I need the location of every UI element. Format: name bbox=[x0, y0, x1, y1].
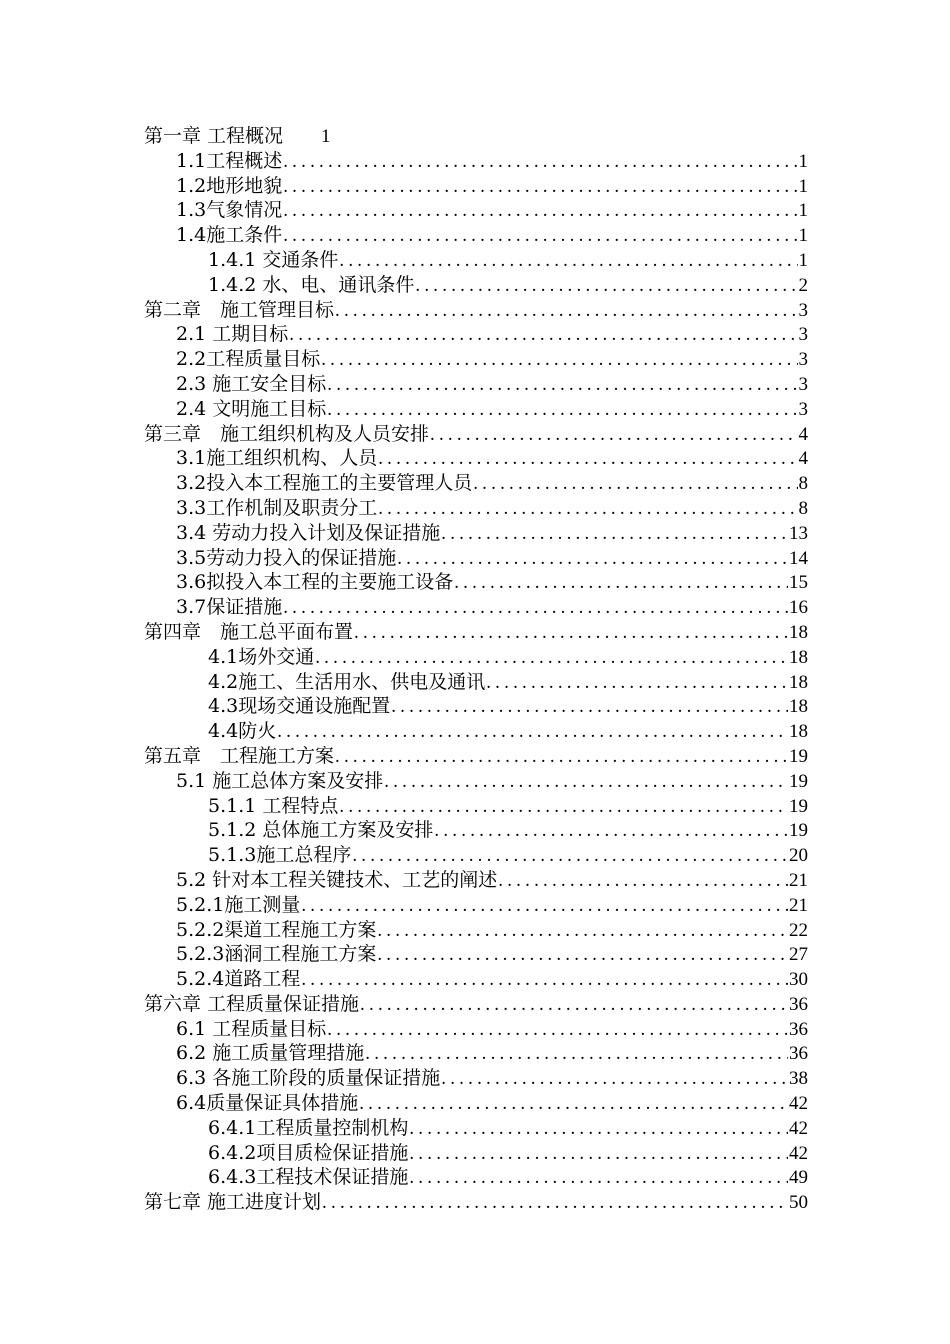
toc-entry-title: 5.2.2渠道工程施工方案 bbox=[176, 918, 377, 941]
dot-leader bbox=[378, 447, 797, 472]
dot-leader bbox=[397, 547, 788, 572]
toc-entry-page-number: 3 bbox=[798, 349, 808, 371]
toc-entry[interactable] bbox=[144, 347, 808, 372]
toc-entry-page-number: 18 bbox=[789, 696, 808, 718]
toc-entry-page-number: 8 bbox=[798, 497, 808, 519]
toc-entry-title: 1.2地形地貌 bbox=[176, 174, 283, 197]
dot-leader bbox=[384, 770, 788, 795]
toc-entry-title: 第六章 工程质量保证措施 bbox=[144, 992, 360, 1015]
dot-leader bbox=[409, 1166, 788, 1191]
toc-entry[interactable] bbox=[144, 1116, 808, 1141]
toc-entry[interactable] bbox=[144, 769, 808, 794]
toc-entry[interactable] bbox=[144, 298, 808, 323]
dot-leader bbox=[327, 1018, 788, 1043]
toc-entry-title: 3.1施工组织机构、人员 bbox=[176, 447, 378, 470]
toc-entry-title: 4.1场外交通 bbox=[208, 645, 315, 668]
toc-entry-title: 2.2工程质量目标 bbox=[176, 348, 321, 371]
dot-leader bbox=[301, 968, 788, 993]
toc-entry[interactable] bbox=[144, 694, 808, 719]
dot-leader bbox=[335, 299, 797, 324]
toc-entry-title: 5.2.1施工测量 bbox=[176, 893, 301, 916]
dot-leader bbox=[359, 1092, 788, 1117]
toc-entry-page-number: 14 bbox=[789, 547, 808, 569]
dot-leader bbox=[391, 695, 788, 720]
toc-entry-page-number: 50 bbox=[789, 1192, 808, 1214]
toc-entry[interactable] bbox=[144, 471, 808, 496]
toc-entry-title: 1.4.2 水、电、通讯条件 bbox=[208, 273, 415, 296]
toc-entry-title: 第三章 施工组织机构及人员安排 bbox=[144, 422, 430, 445]
dot-leader bbox=[283, 199, 797, 224]
toc-entry-title: 5.1.2 总体施工方案及安排 bbox=[208, 819, 434, 842]
dot-leader bbox=[322, 1191, 788, 1216]
toc-entry[interactable] bbox=[144, 322, 808, 347]
toc-entry[interactable] bbox=[144, 446, 808, 471]
dot-leader bbox=[339, 249, 797, 274]
toc-entry[interactable] bbox=[144, 744, 808, 769]
toc-entry-title: 5.2.3涵洞工程施工方案 bbox=[176, 943, 377, 966]
toc-entry-title: 第五章 工程施工方案 bbox=[144, 744, 335, 767]
toc-entry[interactable] bbox=[144, 273, 808, 298]
toc-entry-page-number: 30 bbox=[789, 969, 808, 991]
toc-entry-page-number: 3 bbox=[798, 299, 808, 321]
dot-leader bbox=[283, 175, 797, 200]
toc-entry[interactable] bbox=[144, 967, 808, 992]
toc-entry-title: 1.4.1 交通条件 bbox=[208, 248, 339, 271]
toc-entry-page-number: 20 bbox=[789, 845, 808, 867]
toc-entry-page-number: 36 bbox=[789, 1018, 808, 1040]
toc-entry-page-number: 1 bbox=[798, 150, 808, 172]
toc-entry-page-number: 3 bbox=[798, 373, 808, 395]
toc-entry[interactable] bbox=[144, 1041, 808, 1066]
toc-entry-page-number: 21 bbox=[789, 894, 808, 916]
toc-entry-page-number: 18 bbox=[789, 621, 808, 643]
dot-leader bbox=[486, 671, 788, 696]
toc-entry-page-number: 38 bbox=[789, 1068, 808, 1090]
toc-entry-title: 3.2投入本工程施工的主要管理人员 bbox=[176, 472, 473, 495]
toc-entry-title: 2.3 施工安全目标 bbox=[176, 372, 327, 395]
toc-entry[interactable] bbox=[144, 372, 808, 397]
toc-entry[interactable] bbox=[144, 918, 808, 943]
toc-entry-page-number: 18 bbox=[789, 646, 808, 668]
toc-entry-title: 1.1工程概述 bbox=[176, 149, 283, 172]
toc-entry[interactable] bbox=[144, 843, 808, 868]
toc-entry[interactable] bbox=[144, 1141, 808, 1166]
toc-entry-title: 3.3工作机制及职责分工 bbox=[176, 496, 378, 519]
dot-leader bbox=[289, 323, 797, 348]
dot-leader bbox=[473, 472, 797, 497]
toc-entry[interactable] bbox=[144, 223, 808, 248]
dot-leader bbox=[377, 943, 788, 968]
toc-entry[interactable] bbox=[144, 893, 808, 918]
toc-entry-title: 6.2 施工质量管理措施 bbox=[176, 1042, 365, 1065]
toc-entry-page-number: 22 bbox=[789, 919, 808, 941]
dot-leader bbox=[415, 274, 797, 299]
toc-entry-title: 6.4.3工程技术保证措施 bbox=[208, 1166, 409, 1189]
dot-leader bbox=[283, 150, 797, 175]
toc-entry-page-number: 1 bbox=[798, 225, 808, 247]
dot-leader bbox=[354, 621, 788, 646]
toc-entry-page-number: 3 bbox=[798, 324, 808, 346]
toc-entry[interactable] bbox=[144, 670, 808, 695]
table-of-contents bbox=[144, 124, 808, 1215]
toc-entry-page-number: 36 bbox=[789, 993, 808, 1015]
toc-entry[interactable] bbox=[144, 1017, 808, 1042]
toc-entry[interactable] bbox=[144, 149, 808, 174]
dot-leader bbox=[441, 522, 788, 547]
toc-entry[interactable] bbox=[144, 1066, 808, 1091]
dot-leader bbox=[365, 1042, 788, 1067]
dot-leader bbox=[339, 795, 788, 820]
toc-entry-page-number: 3 bbox=[798, 398, 808, 420]
toc-entry-page-number: 36 bbox=[789, 1043, 808, 1065]
toc-entry-title: 3.7保证措施 bbox=[176, 596, 283, 619]
dot-leader bbox=[321, 348, 797, 373]
dot-leader bbox=[277, 720, 788, 745]
toc-entry[interactable] bbox=[144, 620, 808, 645]
toc-entry-page-number: 42 bbox=[789, 1093, 808, 1115]
toc-entry-title: 4.3现场交通设施配置 bbox=[208, 695, 391, 718]
dot-leader bbox=[409, 1142, 788, 1167]
toc-entry[interactable] bbox=[144, 595, 808, 620]
toc-entry-title: 6.4质量保证具体措施 bbox=[176, 1092, 359, 1115]
toc-entry[interactable] bbox=[144, 818, 808, 843]
toc-entry-page-number: 49 bbox=[789, 1167, 808, 1189]
toc-entry[interactable] bbox=[144, 645, 808, 670]
toc-entry-title: 5.1.3施工总程序 bbox=[208, 844, 352, 867]
toc-entry[interactable] bbox=[144, 546, 808, 571]
toc-entry-title: 4.2施工、生活用水、供电及通讯 bbox=[208, 670, 486, 693]
toc-entry-page-number: 42 bbox=[789, 1117, 808, 1139]
toc-entry-page-number: 19 bbox=[789, 770, 808, 792]
toc-entry-page-number: 1 bbox=[798, 200, 808, 222]
toc-entry-page-number: 8 bbox=[798, 473, 808, 495]
toc-entry-page-number: 27 bbox=[789, 944, 808, 966]
toc-entry[interactable] bbox=[144, 719, 808, 744]
toc-entry-page-number: 2 bbox=[798, 274, 808, 296]
toc-entry[interactable] bbox=[144, 397, 808, 422]
dot-leader bbox=[335, 745, 788, 770]
dot-leader bbox=[283, 224, 797, 249]
toc-entry-title: 6.1 工程质量目标 bbox=[176, 1017, 327, 1040]
toc-entry-title: 1.3气象情况 bbox=[176, 199, 283, 222]
dot-leader bbox=[454, 571, 788, 596]
toc-entry-page-number: 1 bbox=[798, 249, 808, 271]
dot-leader bbox=[378, 497, 797, 522]
toc-entry-page-number: 1 bbox=[798, 175, 808, 197]
toc-entry-title: 第一章 工程概况 bbox=[144, 125, 284, 147]
toc-entry-title: 第二章 施工管理目标 bbox=[144, 298, 335, 321]
dot-leader bbox=[360, 993, 788, 1018]
toc-entry-title: 3.6拟投入本工程的主要施工设备 bbox=[176, 571, 454, 594]
toc-entry[interactable] bbox=[144, 422, 808, 447]
toc-entry-title: 3.5劳动力投入的保证措施 bbox=[176, 546, 397, 569]
toc-entry-page-number: 19 bbox=[789, 745, 808, 767]
dot-leader bbox=[283, 596, 788, 621]
toc-entry-title: 2.1 工期目标 bbox=[176, 323, 289, 346]
dot-leader bbox=[409, 1117, 788, 1142]
toc-entry-title: 第七章 施工进度计划 bbox=[144, 1191, 322, 1214]
toc-entry-title: 5.2.4道路工程 bbox=[176, 968, 301, 991]
dot-leader bbox=[434, 819, 788, 844]
toc-entry[interactable] bbox=[144, 496, 808, 521]
dot-leader bbox=[327, 373, 797, 398]
toc-entry-title: 6.4.1工程质量控制机构 bbox=[208, 1116, 409, 1139]
dot-leader bbox=[498, 869, 788, 894]
toc-entry-title: 5.2 针对本工程关键技术、工艺的阐述 bbox=[176, 868, 498, 891]
toc-entry-title: 5.1 施工总体方案及安排 bbox=[176, 769, 384, 792]
toc-entry[interactable] bbox=[144, 942, 808, 967]
toc-entry-page-number: 21 bbox=[789, 869, 808, 891]
toc-entry-page-number: 13 bbox=[789, 522, 808, 544]
toc-entry[interactable] bbox=[144, 868, 808, 893]
dot-leader bbox=[315, 646, 788, 671]
toc-entry-title: 5.1.1 工程特点 bbox=[208, 794, 339, 817]
toc-entry[interactable] bbox=[144, 1190, 808, 1215]
toc-entry[interactable] bbox=[144, 124, 808, 149]
toc-entry-page-number: 19 bbox=[789, 820, 808, 842]
toc-entry-page-number: 42 bbox=[789, 1142, 808, 1164]
toc-entry-page-number: 15 bbox=[789, 572, 808, 594]
dot-leader bbox=[430, 423, 797, 448]
toc-entry-page-number: 19 bbox=[789, 795, 808, 817]
toc-entry-page-number: 16 bbox=[789, 597, 808, 619]
toc-entry[interactable] bbox=[144, 1165, 808, 1190]
toc-entry-page-number: 4 bbox=[798, 448, 808, 470]
toc-entry-title: 第四章 施工总平面布置 bbox=[144, 620, 354, 643]
toc-entry-title: 6.3 各施工阶段的质量保证措施 bbox=[176, 1067, 441, 1090]
toc-entry[interactable] bbox=[144, 521, 808, 546]
toc-entry-page-number: 1 bbox=[321, 126, 331, 147]
toc-entry[interactable] bbox=[144, 794, 808, 819]
dot-leader bbox=[377, 919, 788, 944]
toc-entry-title: 6.4.2项目质检保证措施 bbox=[208, 1141, 409, 1164]
dot-leader bbox=[301, 894, 788, 919]
toc-entry[interactable] bbox=[144, 198, 808, 223]
dot-leader bbox=[352, 844, 788, 869]
toc-entry-title: 2.4 文明施工目标 bbox=[176, 397, 327, 420]
dot-leader bbox=[441, 1067, 788, 1092]
toc-entry-page-number: 18 bbox=[789, 671, 808, 693]
toc-entry-title: 3.4 劳动力投入计划及保证措施 bbox=[176, 521, 441, 544]
toc-entry-page-number: 18 bbox=[789, 721, 808, 743]
toc-entry[interactable] bbox=[144, 1091, 808, 1116]
toc-entry[interactable] bbox=[144, 570, 808, 595]
toc-entry-page-number: 4 bbox=[798, 423, 808, 445]
toc-entry[interactable] bbox=[144, 248, 808, 273]
toc-entry[interactable] bbox=[144, 174, 808, 199]
toc-entry-title: 4.4防火 bbox=[208, 720, 277, 743]
dot-leader bbox=[327, 398, 797, 423]
toc-entry-title: 1.4施工条件 bbox=[176, 224, 283, 247]
toc-entry[interactable] bbox=[144, 992, 808, 1017]
